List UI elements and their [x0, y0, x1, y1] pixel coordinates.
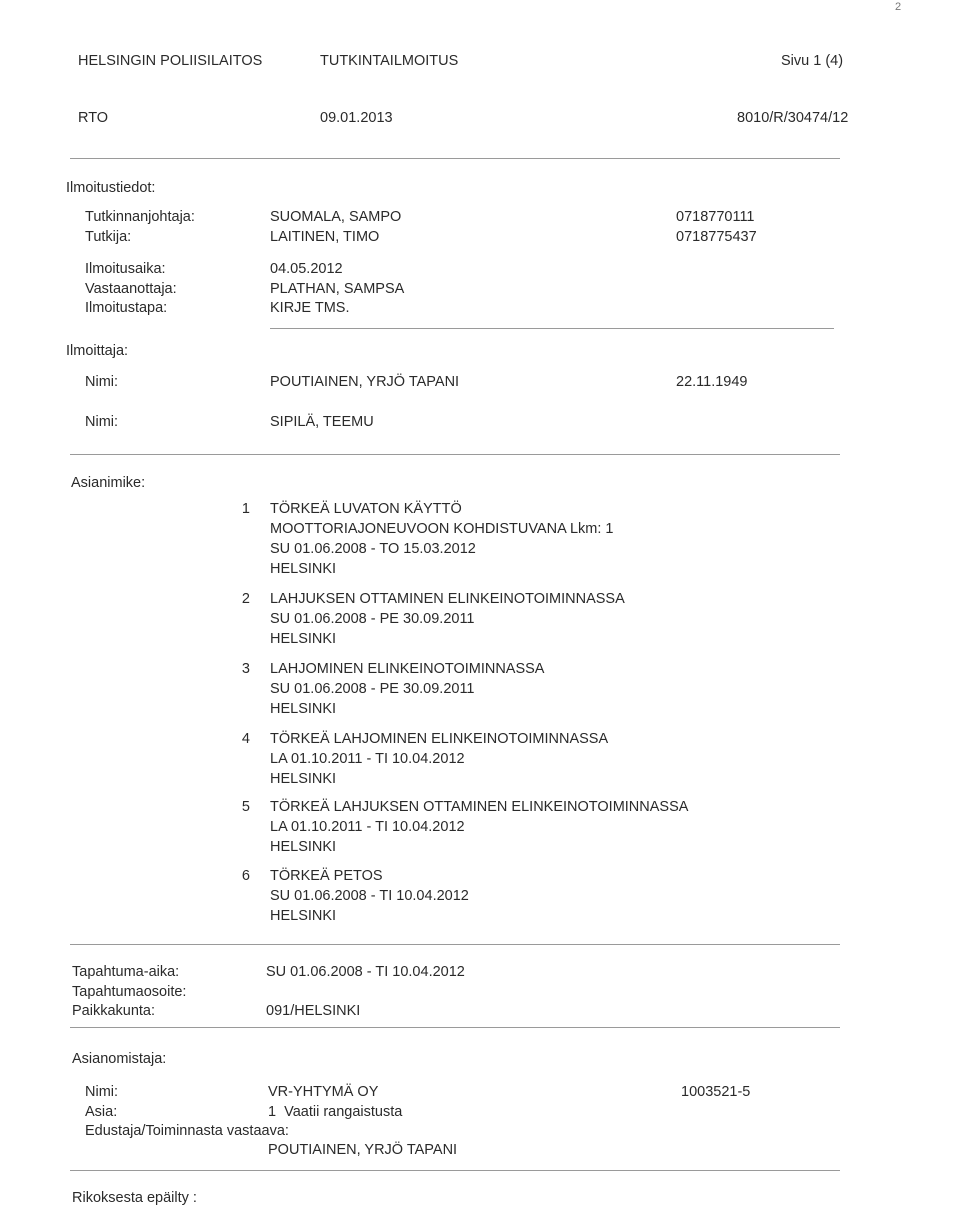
field-label: Ilmoitusaika: [85, 261, 166, 277]
field-label: Edustaja/Toiminnasta vastaava: [85, 1123, 289, 1139]
divider [70, 158, 840, 159]
offense-title: TÖRKEÄ LAHJOMINEN ELINKEINOTOIMINNASSA [270, 731, 609, 747]
field-value: 091/HELSINKI [266, 1003, 361, 1019]
divider [70, 1170, 840, 1171]
offense-number: 6 [241, 868, 250, 884]
section-heading: Asianomistaja: [72, 1051, 167, 1067]
offense-line: MOOTTORIAJONEUVOON KOHDISTUVANA Lkm: 1 [270, 521, 614, 537]
field-label: Tapahtumaosoite: [72, 984, 187, 1000]
divider [70, 454, 840, 455]
field-value: SUOMALA, SAMPO [270, 209, 402, 225]
organization-name: HELSINGIN POLIISILAITOS [78, 53, 263, 69]
field-value: PLATHAN, SAMPSA [270, 281, 405, 297]
field-value: SU 01.06.2008 - TI 10.04.2012 [266, 964, 465, 980]
section-heading: Ilmoitustiedot: [66, 180, 156, 196]
section-heading: Ilmoittaja: [66, 343, 129, 359]
offense-title: LAHJUKSEN OTTAMINEN ELINKEINOTOIMINNASSA [270, 591, 625, 607]
offense-location: HELSINKI [270, 631, 337, 647]
page-number: Sivu 1 (4) [781, 53, 844, 69]
offense-location: HELSINKI [270, 908, 337, 924]
offense-period: SU 01.06.2008 - PE 30.09.2011 [270, 611, 475, 627]
business-id: 1003521-5 [681, 1084, 751, 1100]
corner-mark: 2 [895, 1, 902, 13]
field-value: VR-YHTYMÄ OY [268, 1084, 379, 1100]
person-name: POUTIAINEN, YRJÖ TAPANI [270, 374, 460, 390]
phone-number: 0718775437 [676, 229, 757, 245]
offense-number: 2 [241, 591, 250, 607]
divider [70, 944, 840, 945]
offense-period: LA 01.10.2011 - TI 10.04.2012 [270, 751, 465, 767]
offense-period: SU 01.06.2008 - TI 10.04.2012 [270, 888, 469, 904]
field-label: Nimi: [85, 374, 119, 390]
field-label: Paikkakunta: [72, 1003, 156, 1019]
field-label: Ilmoitustapa: [85, 300, 168, 316]
person-name: SIPILÄ, TEEMU [270, 414, 374, 430]
birth-date: 22.11.1949 [676, 374, 748, 390]
document-type: TUTKINTAILMOITUS [320, 53, 459, 69]
offense-title: TÖRKEÄ LAHJUKSEN OTTAMINEN ELINKEINOTOIMINNASSA [270, 799, 689, 815]
section-heading: Rikoksesta epäilty : [72, 1190, 197, 1206]
offense-number: 5 [241, 799, 250, 815]
phone-number: 0718770111 [676, 209, 755, 225]
field-label: Vastaanottaja: [85, 281, 177, 297]
divider [70, 1027, 840, 1028]
unit-code: RTO [78, 110, 109, 126]
offense-title: LAHJOMINEN ELINKEINOTOIMINNASSA [270, 661, 545, 677]
field-value: 1 Vaatii rangaistusta [268, 1104, 403, 1120]
offense-location: HELSINKI [270, 701, 337, 717]
offense-location: HELSINKI [270, 839, 337, 855]
offense-number: 1 [241, 501, 250, 517]
field-label: Tapahtuma-aika: [72, 964, 180, 980]
section-heading: Asianimike: [71, 475, 146, 491]
field-label: Asia: [85, 1104, 118, 1120]
document-date: 09.01.2013 [320, 110, 393, 126]
offense-title: TÖRKEÄ LUVATON KÄYTTÖ [270, 501, 462, 517]
offense-period: SU 01.06.2008 - PE 30.09.2011 [270, 681, 475, 697]
offense-number: 3 [241, 661, 250, 677]
field-label: Nimi: [85, 414, 119, 430]
field-label: Tutkija: [85, 229, 132, 245]
offense-period: LA 01.10.2011 - TI 10.04.2012 [270, 819, 465, 835]
field-label: Nimi: [85, 1084, 119, 1100]
field-value: LAITINEN, TIMO [270, 229, 380, 245]
case-number: 8010/R/30474/12 [737, 110, 849, 126]
field-label: Tutkinnanjohtaja: [85, 209, 195, 225]
offense-period: SU 01.06.2008 - TO 15.03.2012 [270, 541, 476, 557]
field-value: POUTIAINEN, YRJÖ TAPANI [268, 1142, 458, 1158]
field-value: 04.05.2012 [270, 261, 343, 277]
offense-title: TÖRKEÄ PETOS [270, 868, 383, 884]
offense-location: HELSINKI [270, 771, 337, 787]
offense-location: HELSINKI [270, 561, 337, 577]
field-value: KIRJE TMS. [270, 300, 350, 316]
offense-number: 4 [241, 731, 250, 747]
divider [270, 328, 834, 329]
